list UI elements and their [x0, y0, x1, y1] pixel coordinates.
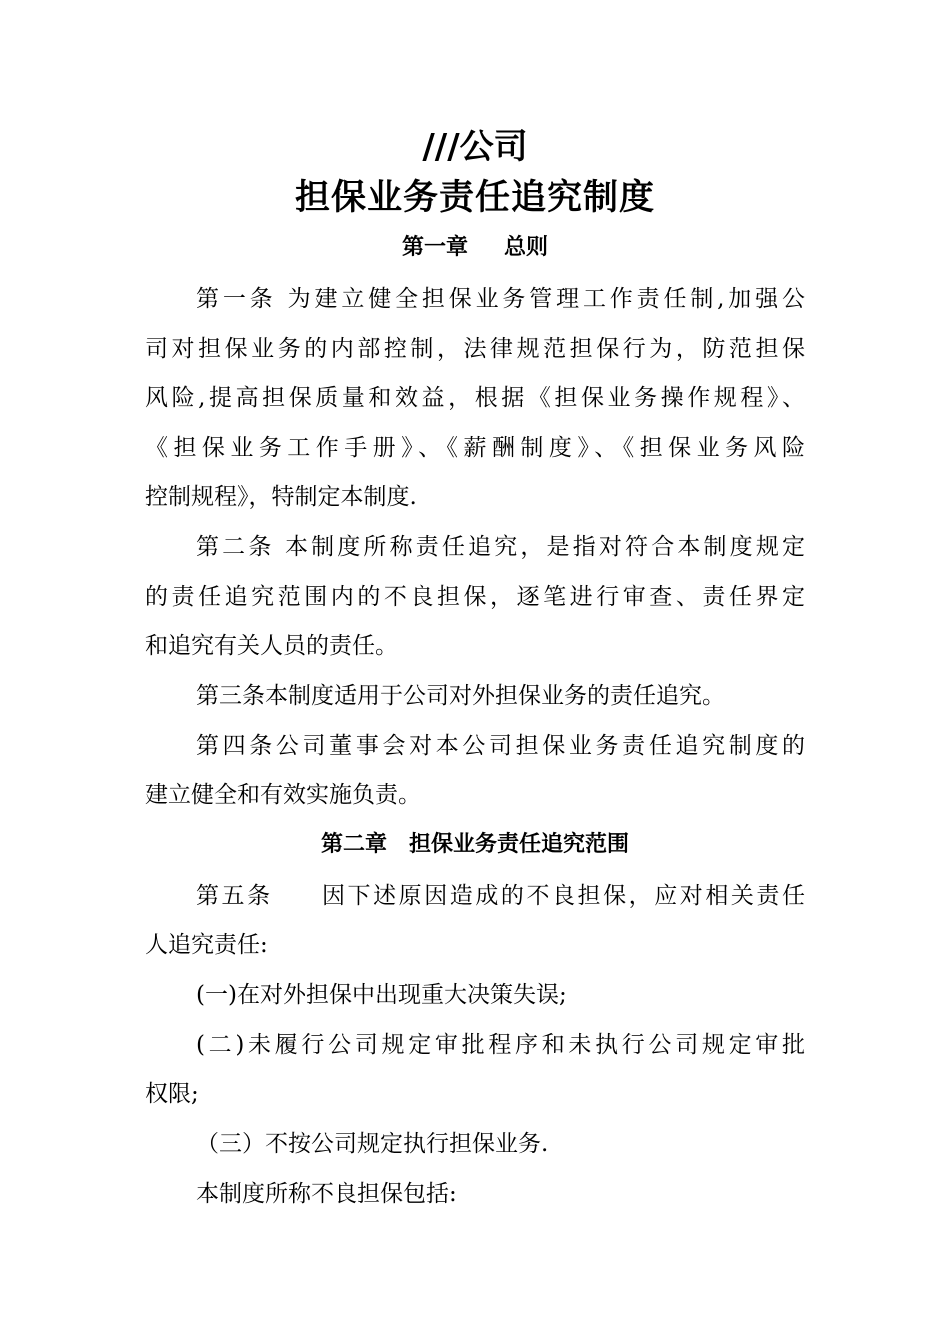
chapter-2-number: 第二章	[320, 832, 387, 857]
article-1-line-2: 司对担保业务的内部控制，法律规范担保行为，防范担保	[145, 336, 805, 362]
article-1-line-1: 第一条 为建立健全担保业务管理工作责任制,加强公	[196, 286, 805, 312]
article-4-line-1: 第四条公司董事会对本公司担保业务责任追究制度的	[196, 733, 805, 759]
chapter-1-heading	[0, 232, 950, 264]
article-1-line-3: 风险,提高担保质量和效益，根据《担保业务操作规程》、	[145, 385, 805, 411]
list-item-1: (一)在对外担保中出现重大决策失误;	[196, 982, 567, 1008]
document-title: 担保业务责任追究制度	[294, 178, 655, 218]
chapter-1-number: 第一章	[401, 235, 468, 260]
list-item-2-line-1: (二)未履行公司规定审批程序和未执行公司规定审批	[196, 1032, 805, 1058]
article-4-line-2: 建立健全和有效实施负责。	[145, 782, 421, 808]
article-3-line-1: 第三条本制度适用于公司对外担保业务的责任追究。	[196, 683, 725, 709]
chapter-1-name: 总则	[504, 235, 549, 260]
chapter-2-name: 担保业务责任追究范围	[409, 832, 630, 857]
article-2-line-3: 和追究有关人员的责任。	[145, 633, 398, 659]
article-2-line-1: 第二条 本制度所称责任追究，是指对符合本制度规定	[196, 534, 805, 560]
list-item-3: （三）不按公司规定执行担保业务.	[196, 1131, 549, 1157]
bad-guarantee-intro: 本制度所称不良担保包括:	[196, 1181, 457, 1207]
article-5-line-2: 人追究责任:	[145, 932, 268, 958]
article-2-line-2: 的责任追究范围内的不良担保，逐笔进行审查、责任界定	[145, 584, 805, 610]
chapter-2-heading	[0, 829, 950, 861]
company-title: ///公司	[422, 127, 528, 167]
article-1-line-5: 控制规程》，特制定本制度.	[145, 484, 417, 510]
article-5-line-1: 第五条 因下述原因造成的不良担保，应对相关责任	[196, 883, 805, 909]
article-1-line-4: 《担保业务工作手册》、《薪酬制度》、《担保业务风险	[145, 435, 805, 461]
list-item-2-line-2: 权限;	[145, 1081, 199, 1107]
